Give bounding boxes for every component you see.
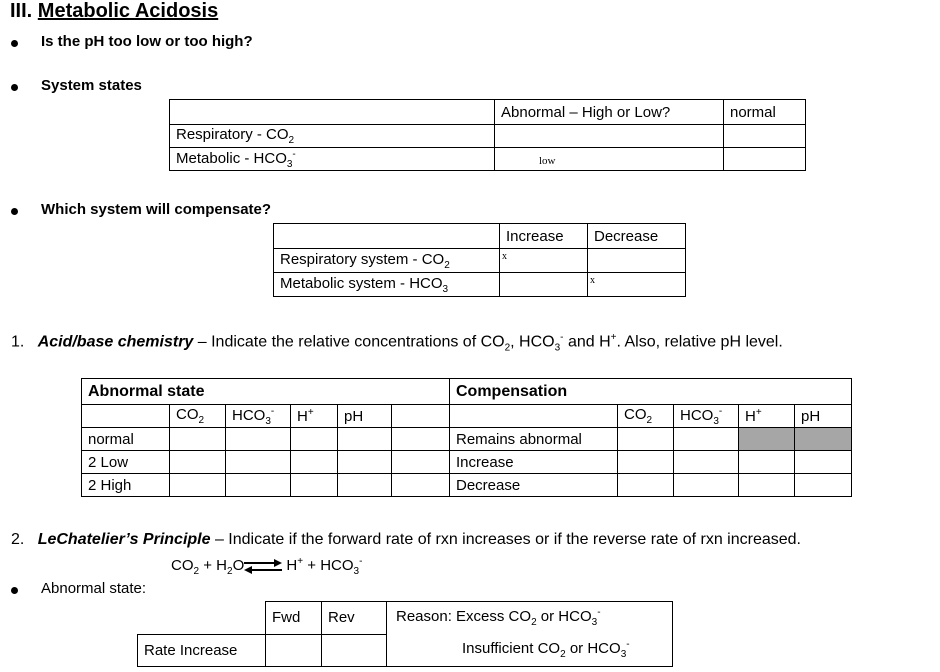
table-header-cell: [274, 224, 500, 249]
table-cell[interactable]: [618, 474, 674, 497]
respiratory-decrease-cell[interactable]: [588, 249, 686, 273]
equilibrium-equation: $CO_2 + H_2O$ $H^+ + HCO_3^-$: [171, 556, 363, 577]
table-cell[interactable]: [674, 451, 739, 474]
bullet-dot-icon: [11, 40, 18, 47]
fwd-cell[interactable]: [266, 634, 322, 667]
item-lechatelier: 2. LeChatelier’s Principle – Indicate if the forward rate of rxn increases or if the reverse rate of rxn increased.: [11, 531, 801, 548]
equilibrium-arrows-icon: [244, 558, 282, 574]
table-cell[interactable]: [338, 428, 392, 451]
section-number: III.: [10, 0, 33, 22]
row-metabolic-system-label: Metabolic system - $HCO_3$: [274, 273, 500, 297]
table-cell[interactable]: [170, 451, 226, 474]
respiratory-abnormal-cell[interactable]: [495, 125, 724, 148]
compensate-table: [273, 223, 686, 297]
col-hco3-header: $HCO_3^-$: [226, 405, 291, 428]
table-cell[interactable]: [291, 474, 338, 497]
item-number: 1.: [11, 333, 25, 351]
respiratory-normal-cell[interactable]: [724, 125, 806, 148]
row-respiratory-label: Respiratory - $CO_2$: [170, 125, 495, 148]
row-rate-increase-label: Rate Increase: [138, 634, 266, 667]
table-header-cell: [170, 100, 495, 125]
table-cell[interactable]: [674, 474, 739, 497]
col-fwd-header: Fwd: [266, 602, 322, 635]
section-heading: Metabolic Acidosis: [37, 0, 219, 22]
bullet-dot-icon: [11, 587, 18, 594]
item-acid-base: 1. Acid/base chemistry – Indicate the relative concentrations of $CO_2$, $HCO_3^-$ and H+. Also, relative pH level.: [11, 332, 783, 354]
table-cell[interactable]: [291, 451, 338, 474]
abnormal-state-header: Abnormal state: [82, 379, 450, 405]
table-cell[interactable]: [226, 451, 291, 474]
col-h-header: H+: [739, 405, 795, 428]
row-respiratory-system-label: Respiratory system - $CO_2$: [274, 249, 500, 273]
col-abnormal-header: Abnormal – High or Low?: [495, 100, 724, 125]
table-cell[interactable]: [226, 474, 291, 497]
item-number: 2.: [11, 531, 25, 548]
row-low-label: 2 Low: [82, 451, 170, 474]
col-co2-header: $CO_2$: [618, 405, 674, 428]
reason-cell: Reason: Excess $CO_2$ or $HCO_3^-$ Insufficient $CO_2$ or $HCO_3^-$: [387, 602, 673, 667]
respiratory-increase-cell[interactable]: x: [500, 249, 588, 273]
compensation-header: Compensation: [450, 379, 852, 405]
question-system-states: System states: [41, 77, 142, 94]
table-cell[interactable]: [338, 451, 392, 474]
col-normal-header: normal: [724, 100, 806, 125]
table-cell[interactable]: [392, 474, 450, 497]
table-cell[interactable]: [795, 474, 852, 497]
rate-table: [137, 601, 673, 667]
row-high-label: 2 High: [82, 474, 170, 497]
col-co2-header: $CO_2$: [170, 405, 226, 428]
col-decrease-header: Decrease: [588, 224, 686, 249]
item-heading: Acid/base chemistry: [37, 333, 194, 351]
metabolic-abnormal-cell[interactable]: low: [495, 148, 724, 171]
row-increase-label: Increase: [450, 451, 618, 474]
row-remains-abnormal-label: Remains abnormal: [450, 428, 618, 451]
question-compensate: Which system will compensate?: [41, 201, 272, 218]
table-cell[interactable]: [739, 451, 795, 474]
table-cell[interactable]: [338, 474, 392, 497]
table-cell[interactable]: [618, 428, 674, 451]
item-heading: LeChatelier’s Principle: [37, 531, 211, 548]
shaded-cell: [795, 428, 852, 451]
table-cell[interactable]: [795, 451, 852, 474]
chemistry-table: [81, 378, 852, 497]
system-states-table: [169, 99, 806, 171]
abnormal-state-label: Abnormal state:: [41, 580, 147, 597]
bullet-dot-icon: [11, 84, 18, 91]
col-ph-header: pH: [795, 405, 852, 428]
bullet-dot-icon: [11, 208, 18, 215]
table-cell[interactable]: [739, 474, 795, 497]
question-ph: Is the pH too low or too high?: [41, 33, 253, 50]
metabolic-normal-cell[interactable]: [724, 148, 806, 171]
rev-cell[interactable]: [322, 634, 387, 667]
table-cell[interactable]: [392, 428, 450, 451]
table-cell[interactable]: [618, 451, 674, 474]
col-hco3-header: $HCO_3^-$: [674, 405, 739, 428]
table-cell[interactable]: [170, 428, 226, 451]
row-metabolic-label: Metabolic - $HCO_3^-$: [170, 148, 495, 171]
section-title: [10, 0, 218, 23]
col-increase-header: Increase: [500, 224, 588, 249]
table-cell[interactable]: [170, 474, 226, 497]
row-decrease-label: Decrease: [450, 474, 618, 497]
metabolic-increase-cell[interactable]: [500, 273, 588, 297]
row-normal-label: normal: [82, 428, 170, 451]
shaded-cell: [739, 428, 795, 451]
table-cell[interactable]: [392, 451, 450, 474]
table-cell[interactable]: [674, 428, 739, 451]
metabolic-decrease-cell[interactable]: x: [588, 273, 686, 297]
col-h-header: H+: [291, 405, 338, 428]
table-cell[interactable]: [291, 428, 338, 451]
table-cell[interactable]: [226, 428, 291, 451]
col-rev-header: Rev: [322, 602, 387, 635]
col-ph-header: pH: [338, 405, 392, 428]
